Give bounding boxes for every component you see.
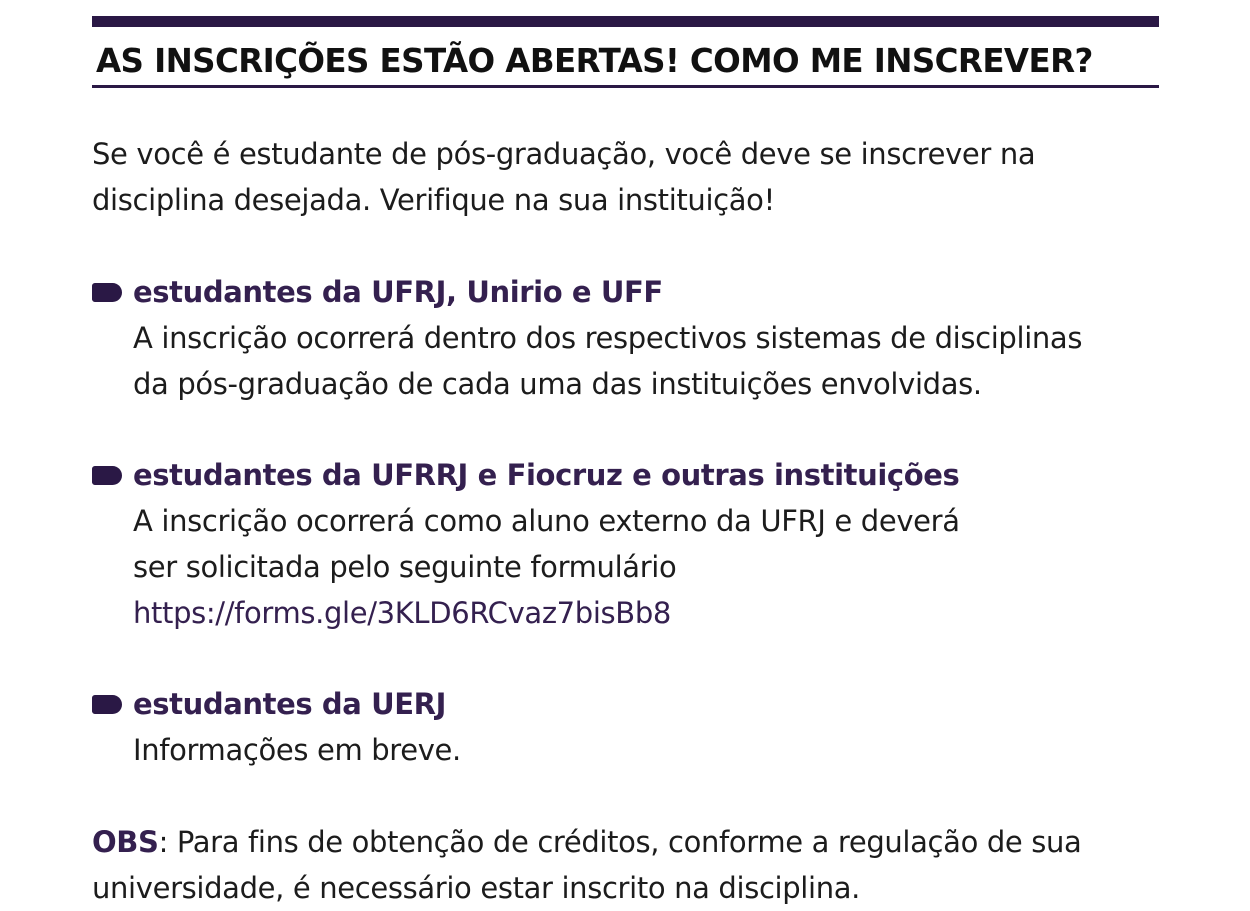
bullet-tag-icon — [92, 695, 122, 714]
list-item-uerj — [92, 681, 1159, 773]
bullet-tag-icon — [92, 466, 122, 485]
list-item-line: Informações em breve. — [133, 733, 461, 767]
list-item-heading: estudantes da UFRRJ e Fiocruz e outras instituições — [133, 458, 960, 492]
bullet-tag-icon — [92, 283, 122, 302]
list-item-line: A inscrição ocorrerá como aluno externo da UFRJ e deverá — [133, 504, 960, 538]
document — [92, 16, 1159, 911]
intro-line: Se você é estudante de pós-graduação, você deve se inscrever na — [92, 137, 1036, 171]
form-link-line — [133, 590, 1159, 636]
list-item-line: ser solicitada pelo seguinte formulário — [133, 550, 677, 584]
obs-line — [92, 819, 1159, 865]
list-item-heading: estudantes da UFRJ, Unirio e UFF — [133, 275, 663, 309]
list-item-line: A inscrição ocorrerá dentro dos respectivos sistemas de disciplinas — [133, 321, 1083, 355]
page-title: AS INSCRIÇÕES ESTÃO ABERTAS! COMO ME INSCREVER? — [96, 42, 1093, 80]
form-link[interactable]: https://forms.gle/3KLD6RCvaz7bisBb8 — [133, 596, 672, 630]
intro-line: disciplina desejada. Verifique na sua instituição! — [92, 183, 775, 217]
obs-label: OBS — [92, 825, 159, 859]
top-divider — [92, 16, 1159, 27]
list-item-ufrj-unirio-uff — [92, 269, 1159, 407]
obs-line: universidade, é necessário estar inscrito na disciplina. — [92, 871, 861, 905]
list-item-line: da pós-graduação de cada uma das instituições envolvidas. — [133, 367, 982, 401]
list-item-ufrrj-fiocruz — [92, 452, 1159, 636]
intro-paragraph — [92, 131, 1159, 223]
obs-note — [92, 819, 1159, 911]
obs-text: : Para fins de obtenção de créditos, conforme a regulação de sua — [158, 825, 1082, 859]
list-item-heading: estudantes da UERJ — [133, 687, 447, 721]
title-divider — [92, 85, 1159, 88]
